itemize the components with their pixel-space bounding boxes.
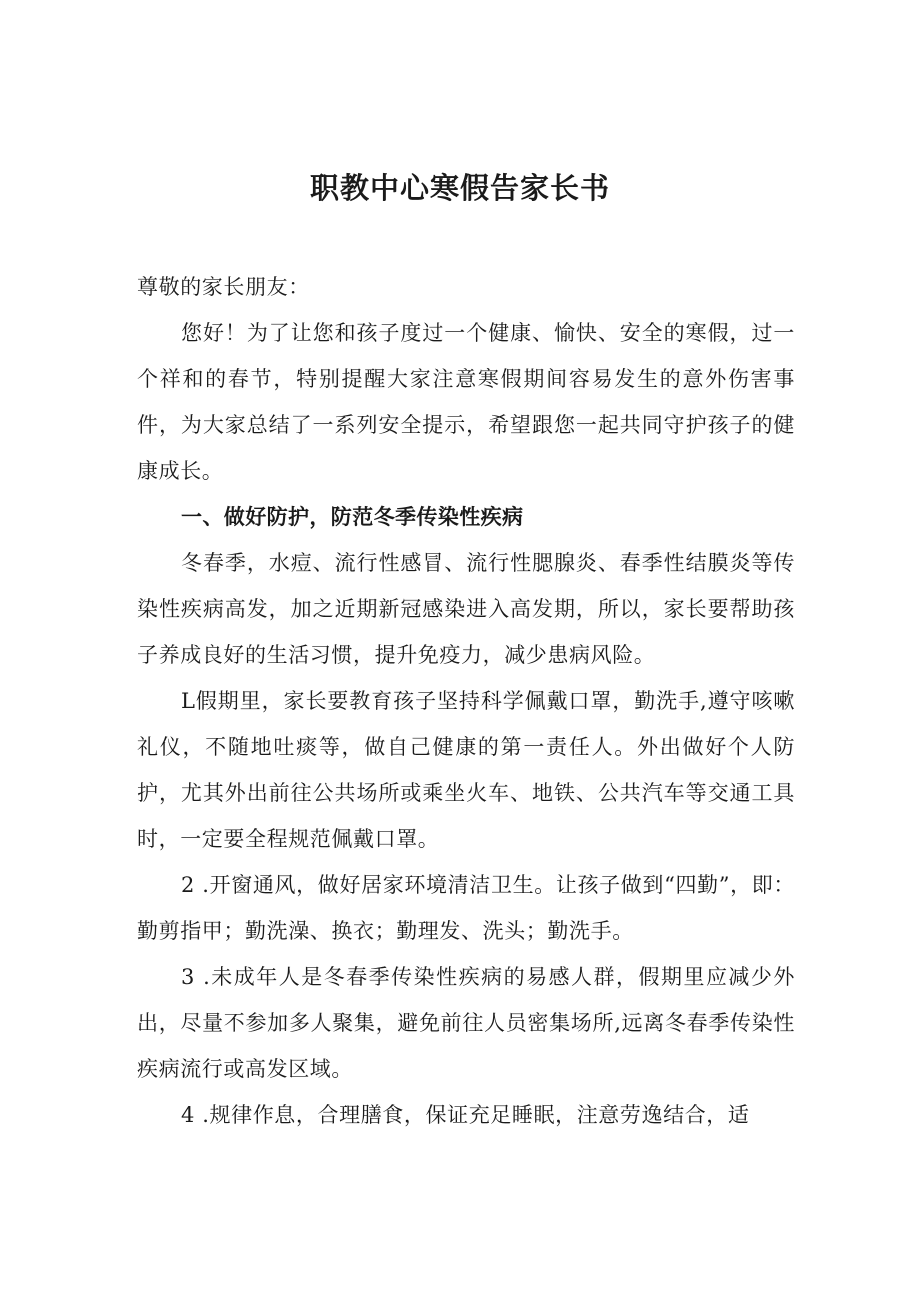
list-item-4: 4 .规律作息，合理膳食，保证充足睡眠，注意劳逸结合，适 — [181, 1103, 750, 1127]
intro-paragraph: 您好！为了让您和孩子度过一个健康、愉快、安全的寒假，过一个祥和的春节，特别提醒大家注意寒假期间容易发生的意外伤害事件，为大家总结了一系列安全提示，希望跟您一起共同守护孩子的健康成长。 — [137, 321, 795, 483]
list-item-1: L假期里，家长要教育孩子坚持科学佩戴口罩，勤洗手,遵守咳嗽礼仪，不随地吐痰等，做自己健康的第一责任人。外出做好个人防护，尤其外出前往公共场所或乘坐火车、地铁、公共汽车等交通工具时，一定要全程规范佩戴口罩。 — [137, 689, 795, 851]
list-item-3: 3 .未成年人是冬春季传染性疾病的易感人群，假期里应减少外出，尽量不参加多人聚集，避免前往人员密集场所,远离冬春季传染性疾病流行或高发区域。 — [137, 965, 795, 1081]
list-item-2: 2 .开窗通风，做好居家环境清洁卫生。让孩子做到“四勤”，即：勤剪指甲；勤洗澡、换衣；勤理发、洗头；勤洗手。 — [137, 873, 795, 943]
salutation: 尊敬的家长朋友： — [137, 275, 310, 299]
section-overview-paragraph: 冬春季，水痘、流行性感冒、流行性腮腺炎、春季性结膜炎等传染性疾病高发，加之近期新冠感染进入高发期，所以，家长要帮助孩子养成良好的生活习惯，提升免疫力，减少患病风险。 — [137, 551, 795, 667]
document-title: 职教中心寒假告家长书 — [309, 171, 610, 205]
section-heading: 一、做好防护，防范冬季传染性疾病 — [181, 505, 524, 529]
document-body — [137, 264, 795, 1138]
